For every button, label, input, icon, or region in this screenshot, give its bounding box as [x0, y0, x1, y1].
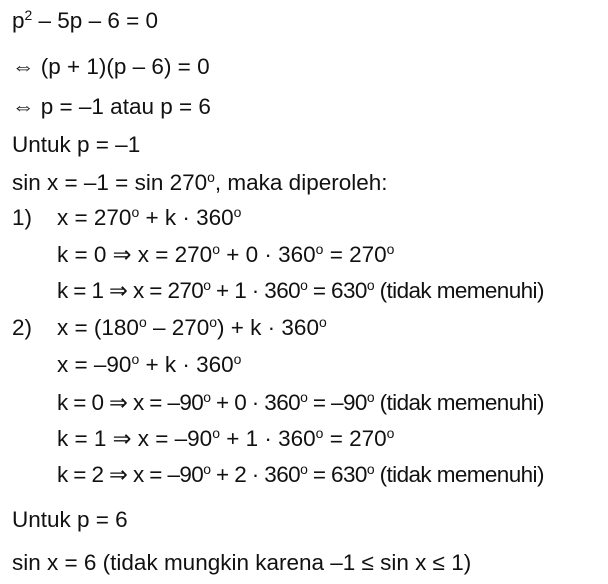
- text: = 270: [323, 242, 387, 267]
- text: k = 0 ⇒ x = –90: [57, 390, 204, 415]
- case-1-k1: [57, 276, 544, 306]
- conclusion-no-solution: sin x = 6 (tidak mungkin karena –1 ≤ sin x ≤ 1): [12, 550, 472, 575]
- degree: o: [300, 389, 308, 406]
- degree: o: [315, 425, 324, 442]
- degree: o: [131, 351, 140, 368]
- degree: o: [212, 425, 220, 442]
- text: k = 1 ⇒ x = 270: [57, 278, 204, 303]
- text: x = 270: [57, 205, 132, 230]
- case-1-number: 1): [12, 205, 33, 230]
- text: k = 1 ⇒ x = –90: [57, 426, 213, 451]
- case-2-k2: [57, 460, 544, 490]
- case-heading-p-6: Untuk p = 6: [12, 507, 128, 532]
- text: + k · 360: [139, 352, 234, 377]
- degree: o: [366, 277, 374, 294]
- text: x = (180: [57, 315, 139, 340]
- text: = 630: [307, 462, 367, 487]
- note: (tidak memenuhi): [373, 462, 544, 487]
- text: + 0 · 360: [210, 390, 301, 415]
- degree: o: [131, 204, 140, 221]
- degree: o: [203, 389, 211, 406]
- text: , maka diperoleh:: [214, 170, 388, 195]
- degree: o: [386, 241, 395, 258]
- case-2-simplified: [57, 350, 241, 380]
- degree: o: [386, 425, 395, 442]
- case-1-k0: [57, 240, 394, 270]
- text: + k · 360: [139, 205, 234, 230]
- case-1-general-solution: [57, 203, 241, 233]
- degree: o: [300, 277, 308, 294]
- case-2-general-solution: [57, 313, 327, 343]
- degree: o: [203, 461, 211, 478]
- degree: o: [315, 241, 324, 258]
- degree: o: [209, 314, 218, 331]
- text: + 0 · 360: [219, 242, 316, 267]
- text: p: [12, 8, 25, 33]
- text: – 270: [146, 315, 210, 340]
- degree: o: [138, 314, 147, 331]
- text: – 5p – 6 = 0: [32, 8, 159, 33]
- equation-roots: ⇔ p = –1 atau p = 6: [12, 94, 211, 119]
- equation-quadratic: [12, 6, 158, 36]
- text: k = 0 ⇒ x = 270: [57, 242, 213, 267]
- case-2-k1: [57, 424, 394, 454]
- text: = 270: [323, 426, 387, 451]
- case-2-k0: [57, 388, 544, 418]
- degree: o: [207, 169, 215, 186]
- note: (tidak memenuhi): [373, 278, 544, 303]
- degree: o: [203, 277, 211, 294]
- text: x = –90: [57, 352, 132, 377]
- case-heading-p-minus-1: Untuk p = –1: [12, 132, 141, 157]
- degree: o: [233, 351, 242, 368]
- text: = 630: [307, 278, 367, 303]
- degree: o: [233, 204, 242, 221]
- text: sin x = –1 = sin 270: [12, 170, 208, 195]
- text: ) + k · 360: [217, 315, 319, 340]
- text: k = 2 ⇒ x = –90: [57, 462, 204, 487]
- case-2-number: 2): [12, 315, 33, 340]
- exponent: 2: [24, 7, 33, 24]
- equation-factored: ⇔ (p + 1)(p – 6) = 0: [12, 54, 210, 79]
- degree: o: [366, 389, 374, 406]
- note: (tidak memenuhi): [373, 390, 544, 415]
- text: + 1 · 360: [219, 426, 316, 451]
- text: + 2 · 360: [210, 462, 301, 487]
- degree: o: [366, 461, 374, 478]
- degree: o: [300, 461, 308, 478]
- sine-equation: [12, 168, 388, 198]
- text: = –90: [307, 390, 367, 415]
- degree: o: [212, 241, 220, 258]
- text: + 1 · 360: [210, 278, 301, 303]
- degree: o: [318, 314, 327, 331]
